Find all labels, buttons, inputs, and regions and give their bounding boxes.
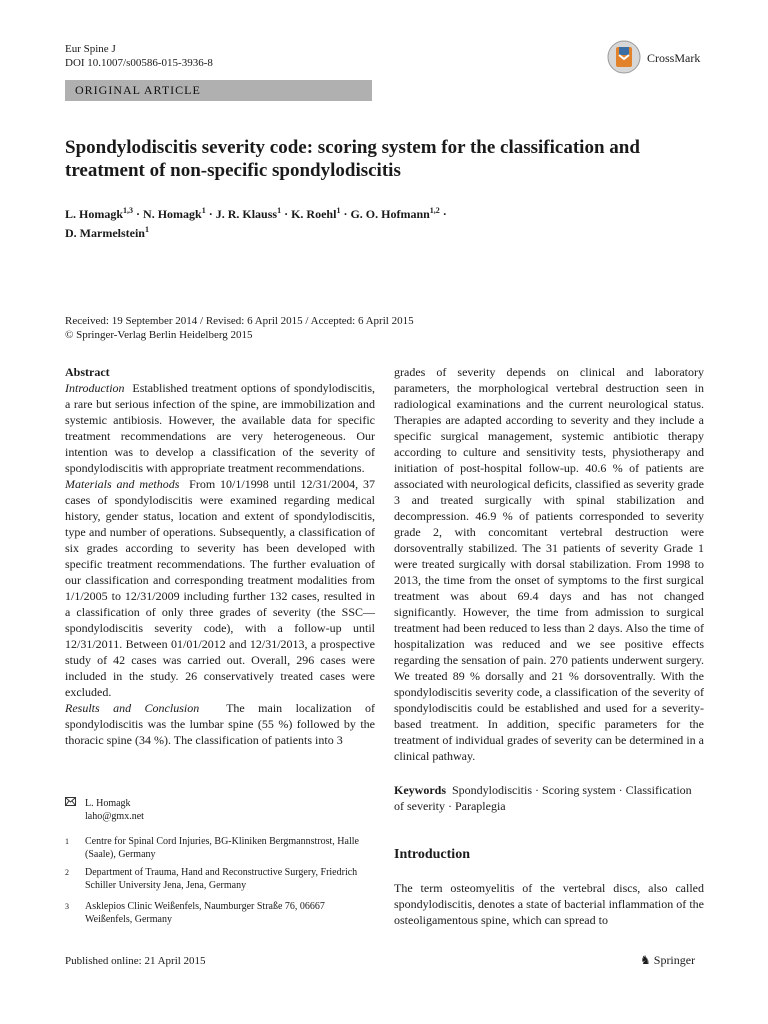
copyright: © Springer-Verlag Berlin Heidelberg 2015 <box>65 329 253 341</box>
received-revised-accepted: Received: 19 September 2014 / Revised: 6 April 2015 / Accepted: 6 April 2015 <box>65 315 414 327</box>
author[interactable]: D. Marmelstein <box>65 226 145 240</box>
abstract-right-column: grades of severity depends on clinical and laboratory parameters, the morphological vertebral destruction seen in radiological examinations and the current neurological status. Therapies are adapted according to severity and they include a specific surgical management, systemic antibiotic therapy according to culture and sensitivity tests, physiotherapy and initiation of post-hospital follow-up. 40.6 % of patients are associated with neurological deficits, classified as severity grade 3 and treated surgically with spinal stabilization and decompression. 46.9 % of patients corresponded to severity grade 2, with concomitant vertebral destruction were dorsoventrally stabilized. The 31 patients of severity Grade 1 were treated surgically with dorsal stabilization. From 1998 to 2013, the time from the onset of symptoms to the first surgical treatment was about 69.4 days and has not changed significantly. However, the time from admission to surgical treatment had been reduced to less than 2 days. Also the time of hospitalization was reduced and we see positive effects regarding the sensation of pain. 270 patients underwent surgery. We treated 89 % dorsally and 21 % dorsoventrally. With the spondylodiscitis severity code, a classification of the severity of spondylodiscitis could be established and used for a severity-based treatment. In addition, specific parameters for the treatment of individual grades of severity can be determined in a clinical pathway. <box>394 365 704 763</box>
contact-email[interactable]: laho@gmx.net <box>85 811 144 822</box>
keywords-label: Keywords <box>394 783 446 797</box>
abstract-introduction: Introduction Established treatment options of spondylodiscitis, a rare but serious infection of the spine, are immobilization and systemic antibiosis. However, the available data for specific treatment recommendations are very heterogeneous. Our intention was to develop a classification of the severity of spondylodiscitis with appropriate treatment recommendations. <box>65 381 376 475</box>
publisher-logo <box>640 953 695 968</box>
doi[interactable]: DOI 10.1007/s00586-015-3936-8 <box>65 57 213 69</box>
article-type: ORIGINAL ARTICLE <box>75 83 201 97</box>
springer-horse-icon: ♞ <box>640 953 651 967</box>
keywords: Keywords Spondylodiscitis · Scoring system · Classification of severity · Paraplegia <box>394 783 692 813</box>
abstract-left-column <box>65 364 375 748</box>
introduction-heading: Introduction <box>394 847 470 862</box>
author[interactable]: N. Homagk <box>143 207 202 221</box>
section-label: Results and Conclusion <box>65 701 200 715</box>
crossmark-icon <box>607 40 641 74</box>
section-label: Introduction <box>65 381 125 395</box>
abstract-heading: Abstract <box>65 365 110 379</box>
article-dates <box>65 314 705 342</box>
published-date: Published online: 21 April 2015 <box>65 955 206 967</box>
abstract-methods: Materials and methods From 10/1/1998 until 12/31/2004, 37 cases of spondylodiscitis were examined regarding medical history, gender status, location and extent of spondylodiscitis, type and number of operations. Subsequently, a classification of six grades according to severity has been developed with specific treatment recommendations. The further evaluation of our classification and corresponding treatment modalities from 1/1/2005 to 12/31/2009 including further 132 cases, resulted in a classification of only three grades of severity (the SSC—spondylodiscitis severity code), with a follow-up until 12/31/2011. Between 01/01/2012 and 12/31/2013, a prospective study of 42 cases was carried out. Overall, 296 cases were included in the study. 26 conservatively treated cases were excluded. <box>65 477 375 699</box>
section-label: Materials and methods <box>65 477 180 491</box>
journal-name: Eur Spine J <box>65 43 116 55</box>
author[interactable]: L. Homagk <box>65 207 124 221</box>
author[interactable]: K. Roehl <box>291 207 337 221</box>
author-list: L. Homagk$^{1,3}$ · N. Homagk$^1$ · J. R. Klauss$^1$ · K. Roehl$^1$ · G. O. Hofmann$^{1,2}$ · D. Marmelstein$^1$ <box>65 206 447 240</box>
crossmark-badge[interactable] <box>607 40 707 76</box>
author[interactable]: J. R. Klauss <box>215 207 278 221</box>
publisher-name: Springer <box>653 953 696 967</box>
article-title: Spondylodiscitis severity code: scoring system for the classification and treatment of non-specific spondylodiscitis <box>65 137 640 181</box>
contact-name: L. Homagk <box>85 798 131 809</box>
crossmark-label: CrossMark <box>647 51 701 65</box>
envelope-icon <box>65 797 76 810</box>
article-type-banner <box>65 80 372 101</box>
abstract-results: Results and Conclusion The main localization of spondylodiscitis was the lumbar spine (55 %) followed by the thoracic spine (34 %). The classification of patients into 3 <box>65 701 375 747</box>
introduction-text: The term osteomyelitis of the vertebral discs, also called spondylodiscitis, denotes a state of bacterial inflammation of the osteoligamentous spine, which can spread to <box>394 881 704 927</box>
author[interactable]: G. O. Hofmann <box>350 207 430 221</box>
